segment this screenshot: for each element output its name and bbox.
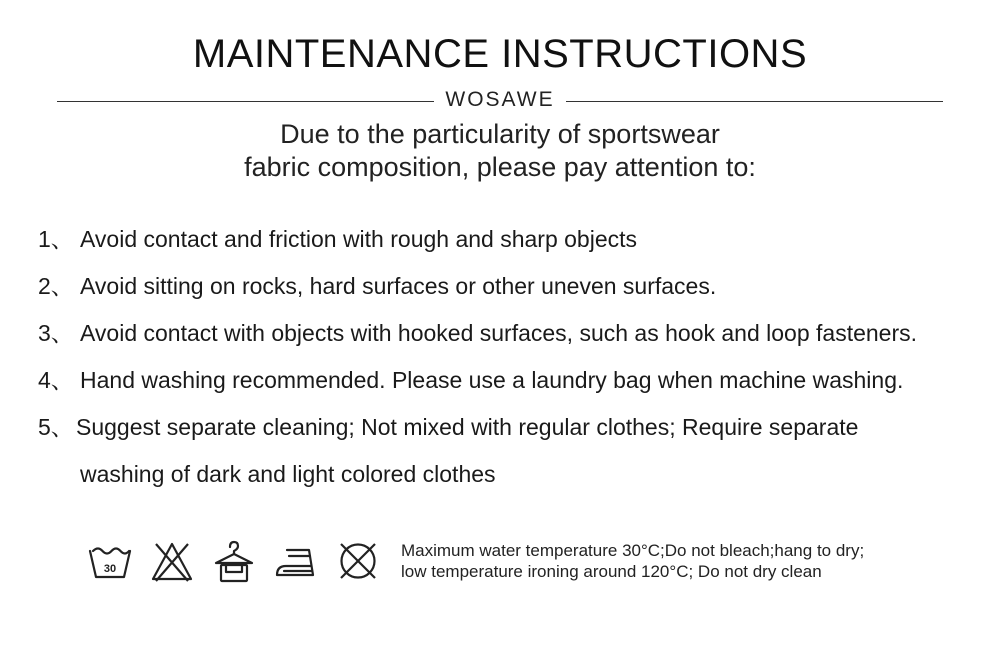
intro-text bbox=[0, 118, 1000, 184]
intro-line-1: Due to the particularity of sportswear bbox=[280, 119, 720, 149]
care-note bbox=[401, 540, 864, 582]
care-symbols bbox=[87, 537, 864, 585]
page-title: MAINTENANCE INSTRUCTIONS bbox=[192, 32, 808, 76]
item-number: 3、 bbox=[38, 320, 74, 346]
wash-temperature-label: 30 bbox=[103, 563, 117, 575]
brand-name: WOSAWE bbox=[445, 88, 555, 111]
no-dry-clean-icon bbox=[335, 538, 381, 584]
wash-30-icon bbox=[87, 538, 133, 584]
list-item bbox=[38, 224, 988, 271]
item-text: washing of dark and light colored clothes bbox=[80, 461, 496, 487]
list-item bbox=[38, 412, 988, 459]
care-note-line-1: Maximum water temperature 30°C;Do not bleach;hang to dry; bbox=[401, 541, 865, 560]
item-number: 1、 bbox=[38, 226, 74, 252]
low-iron-icon bbox=[273, 538, 319, 584]
hang-dry-icon bbox=[211, 538, 257, 584]
item-text: Avoid sitting on rocks, hard surfaces or other uneven surfaces. bbox=[80, 273, 717, 299]
no-bleach-icon bbox=[149, 538, 195, 584]
list-item bbox=[38, 365, 988, 412]
list-item bbox=[38, 318, 988, 365]
item-text: Avoid contact with objects with hooked surfaces, such as hook and loop fasteners. bbox=[80, 320, 918, 346]
brand-divider bbox=[57, 88, 943, 114]
intro-line-2: fabric composition, please pay attention to: bbox=[244, 152, 756, 182]
item-text: Avoid contact and friction with rough and sharp objects bbox=[80, 226, 638, 252]
item-number: 5、 bbox=[38, 414, 74, 440]
list-item bbox=[38, 271, 988, 318]
list-item-continuation bbox=[38, 459, 988, 506]
item-number: 4、 bbox=[38, 367, 74, 393]
instruction-list bbox=[38, 224, 988, 506]
item-number: 2、 bbox=[38, 273, 74, 299]
item-text: Hand washing recommended. Please use a laundry bag when machine washing. bbox=[80, 367, 904, 393]
item-text: Suggest separate cleaning; Not mixed with regular clothes; Require separate bbox=[76, 414, 859, 440]
care-note-line-2: low temperature ironing around 120°C; Do not dry clean bbox=[401, 562, 822, 581]
divider-line-right bbox=[566, 101, 943, 102]
